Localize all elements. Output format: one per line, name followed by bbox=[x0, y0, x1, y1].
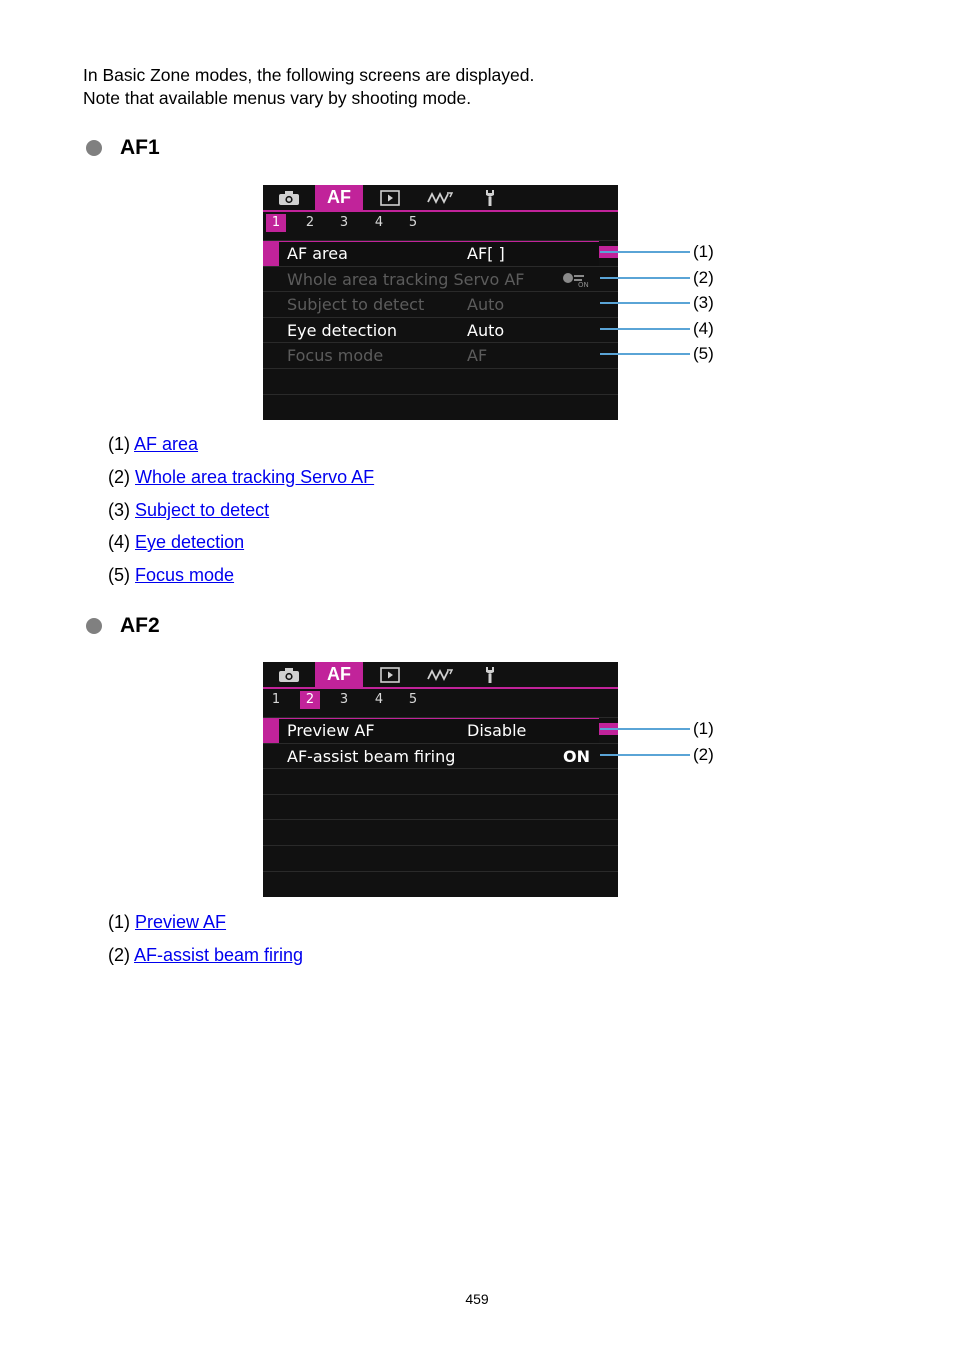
link-af-area[interactable]: AF area bbox=[134, 434, 199, 454]
tracking-on-icon bbox=[562, 272, 590, 292]
menu-row-value: Disable bbox=[467, 721, 527, 740]
page-tab-5[interactable]: 5 bbox=[408, 215, 418, 230]
menu-row-empty bbox=[263, 871, 618, 897]
callout-number: (3) bbox=[693, 293, 714, 312]
wireless-icon bbox=[427, 191, 453, 205]
menu-row-label: Focus mode bbox=[287, 346, 384, 366]
playback-icon bbox=[380, 190, 400, 206]
menu-row-empty bbox=[263, 845, 618, 872]
menu-row-value: Auto bbox=[467, 320, 505, 340]
section-heading-af2 bbox=[86, 614, 160, 638]
camera-icon bbox=[278, 667, 300, 683]
section-title: AF1 bbox=[120, 136, 160, 159]
link-subject-to-detect[interactable]: Subject to detect bbox=[135, 500, 270, 520]
caption-item: (2) Whole area tracking Servo AF bbox=[108, 467, 375, 487]
intro-line-2: Note that available menus vary by shooting mode. bbox=[83, 88, 472, 108]
callout-number: (4) bbox=[693, 319, 714, 338]
intro-text bbox=[83, 64, 534, 110]
menu-tab-bar bbox=[263, 662, 618, 689]
menu-row-label: Whole area tracking Servo AF bbox=[287, 269, 525, 289]
caption-item: (4) Eye detection bbox=[108, 532, 245, 552]
caption-item: (1) Preview AF bbox=[108, 912, 227, 932]
callout-number: (1) bbox=[693, 242, 714, 261]
tab-af[interactable] bbox=[315, 185, 363, 210]
camera-menu-screen-af2 bbox=[263, 662, 618, 897]
link-eye-detection[interactable]: Eye detection bbox=[135, 532, 245, 552]
callout-number: (2) bbox=[693, 268, 714, 287]
caption-item: (3) Subject to detect bbox=[108, 500, 270, 520]
bullet-icon bbox=[86, 140, 102, 156]
tab-af-label: AF bbox=[327, 664, 351, 684]
section-heading-af1 bbox=[86, 136, 160, 160]
tab-playback[interactable] bbox=[377, 185, 403, 210]
menu-row-label: Preview AF bbox=[287, 721, 375, 740]
page-tab-5[interactable]: 5 bbox=[408, 692, 418, 707]
callout-line bbox=[600, 754, 690, 756]
menu-page-bar bbox=[263, 212, 618, 234]
link-preview-af[interactable]: Preview AF bbox=[135, 912, 227, 932]
callout-line bbox=[600, 251, 690, 253]
menu-row-focus-mode[interactable] bbox=[263, 342, 618, 369]
menu-page-bar bbox=[263, 689, 618, 711]
camera-icon bbox=[278, 190, 300, 206]
page-tab-3[interactable]: 3 bbox=[339, 215, 349, 230]
intro-line-1: In Basic Zone modes, the following screens are displayed. bbox=[83, 65, 535, 85]
menu-row-af-area[interactable] bbox=[263, 240, 618, 267]
callout-line bbox=[600, 353, 690, 355]
callout-number: (2) bbox=[693, 745, 714, 764]
page-tab-1[interactable]: 1 bbox=[266, 214, 286, 232]
link-whole-area-tracking[interactable]: Whole area tracking Servo AF bbox=[135, 467, 375, 487]
callout-line bbox=[600, 728, 690, 730]
menu-row-empty bbox=[263, 768, 618, 795]
menu-row-preview-af[interactable] bbox=[263, 717, 618, 744]
svg-text:ON: ON bbox=[578, 280, 589, 288]
menu-row-subject-to-detect[interactable] bbox=[263, 291, 618, 318]
wrench-icon bbox=[482, 189, 498, 207]
tab-shooting[interactable] bbox=[275, 185, 303, 210]
link-focus-mode[interactable]: Focus mode bbox=[135, 565, 235, 585]
wireless-icon bbox=[427, 668, 453, 682]
callout-number: (1) bbox=[693, 719, 714, 738]
tab-setup[interactable] bbox=[477, 662, 503, 687]
menu-tab-bar bbox=[263, 185, 618, 212]
tab-playback[interactable] bbox=[377, 662, 403, 687]
page-tab-2[interactable]: 2 bbox=[305, 215, 315, 230]
wrench-icon bbox=[482, 666, 498, 684]
tab-shooting[interactable] bbox=[275, 662, 303, 687]
link-af-assist-beam-firing[interactable]: AF-assist beam firing bbox=[134, 945, 304, 965]
menu-row-value: AF bbox=[467, 346, 488, 366]
caption-item: (1) AF area bbox=[108, 434, 199, 454]
menu-row-af-assist-beam[interactable] bbox=[263, 743, 618, 770]
tab-af-label: AF bbox=[327, 187, 351, 207]
menu-row-value: AF[ ] bbox=[467, 244, 505, 263]
callout-line bbox=[600, 277, 690, 279]
page-tab-4[interactable]: 4 bbox=[374, 692, 384, 707]
menu-row-empty bbox=[263, 368, 618, 395]
camera-menu-screen-af1 bbox=[263, 185, 618, 420]
page-tab-3[interactable]: 3 bbox=[339, 692, 349, 707]
page-tab-2[interactable]: 2 bbox=[300, 691, 320, 709]
callout-line bbox=[600, 302, 690, 304]
menu-row-empty bbox=[263, 819, 618, 846]
playback-icon bbox=[380, 667, 400, 683]
caption-item: (2) AF-assist beam firing bbox=[108, 945, 304, 965]
menu-row-eye-detection[interactable] bbox=[263, 317, 618, 344]
menu-row-empty bbox=[263, 394, 618, 420]
page-tab-1[interactable]: 1 bbox=[271, 692, 281, 707]
menu-row-value: Auto bbox=[467, 295, 505, 315]
menu-row-empty bbox=[263, 794, 618, 821]
section-title: AF2 bbox=[120, 614, 160, 637]
caption-item: (5) Focus mode bbox=[108, 565, 235, 585]
bullet-icon bbox=[86, 618, 102, 634]
menu-row-label: AF-assist beam firing bbox=[287, 746, 456, 766]
tab-wireless[interactable] bbox=[425, 185, 455, 210]
callout-line bbox=[600, 328, 690, 330]
menu-row-value: ON bbox=[563, 746, 590, 766]
tab-wireless[interactable] bbox=[425, 662, 455, 687]
menu-row-label: AF area bbox=[287, 244, 348, 263]
menu-row-whole-area-tracking[interactable] bbox=[263, 266, 618, 293]
tab-setup[interactable] bbox=[477, 185, 503, 210]
tab-af[interactable] bbox=[315, 662, 363, 687]
page-tab-4[interactable]: 4 bbox=[374, 215, 384, 230]
menu-row-label: Subject to detect bbox=[287, 295, 425, 315]
page-number: 459 bbox=[465, 1291, 489, 1307]
callout-number: (5) bbox=[693, 344, 714, 363]
menu-row-label: Eye detection bbox=[287, 320, 398, 340]
